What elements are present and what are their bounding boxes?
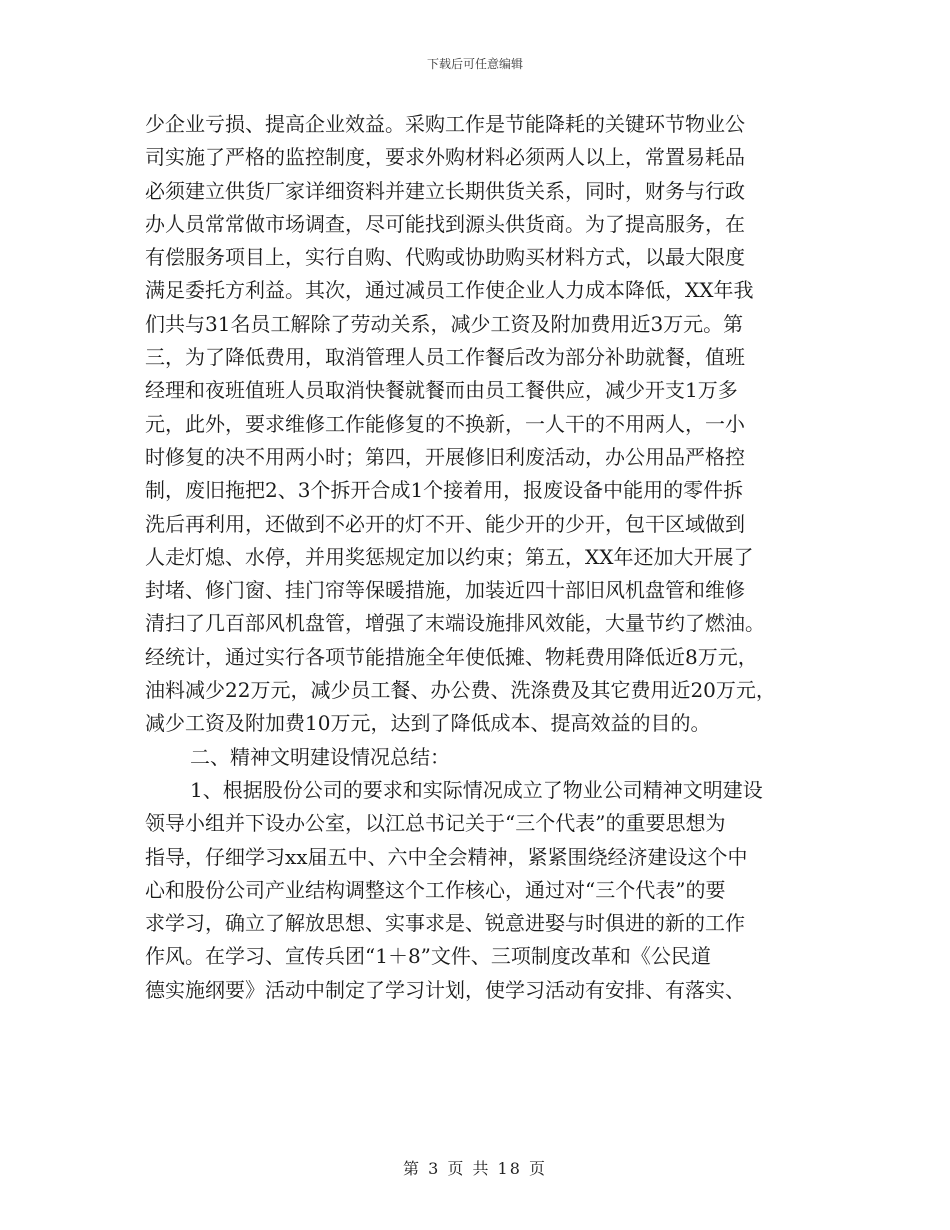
text-line: 经理和夜班值班人员取消快餐就餐而由员工餐供应，减少开支1万多 [145,378,738,403]
text-line: 们共与31名员工解除了劳动关系，减少工资及附加费用近3万元。第 [145,311,744,336]
text-line: 有偿服务项目上，实行自购、代购或协助购买材料方式，以最大限度 [145,245,745,270]
text-line: 司实施了严格的监控制度，要求外购材料必须两人以上，常置易耗品 [145,145,745,170]
text-line: 办人员常常做市场调查，尽可能找到源头供货商。为了提高服务，在 [145,211,745,236]
text-line: 作风。在学习、宣传兵团“1＋8”文件、三项制度改革和《公民道 [145,944,711,969]
text-line: 时修复的决不用两小时；第四，开展修旧利废活动，办公用品严格控 [145,444,745,469]
text-line: 求学习，确立了解放思想、实事求是、锐意进娶与时俱进的新的工作 [145,911,745,936]
text-line: 指导，仔细学习xx届五中、六中全会精神，紧紧围绕经济建设这个中 [145,844,748,869]
text-line: 封堵、修门窗、挂门帘等保暖措施，加装近四十部旧风机盘管和维修 [145,578,745,603]
text-line: 洗后再利用，还做到不必开的灯不开、能少开的少开，包干区域做到 [145,511,745,536]
text-line: 少企业亏损、提高企业效益。采购工作是节能降耗的关键环节物业公 [145,112,745,136]
text-line: 人走灯熄、水停，并用奖惩规定加以约束；第五，XX年还加大开展了 [145,544,754,569]
text-line: 满足委托方利益。其次，通过减员工作使企业人力成本降低，XX年我 [145,278,754,303]
text-line: 油料减少22万元，减少员工餐、办公费、洗涤费及其它费用近20万元， [145,678,776,703]
page-number: 第 3 页 共 18 页 [403,1159,547,1178]
page-header: 下载后可任意编辑 [426,57,523,71]
document-body [145,108,835,1007]
text-line: 德实施纲要》活动中制定了学习计划，使学习活动有安排、有落实、 [145,977,745,1002]
text-line: 元，此外，要求维修工作能修复的不换新，一人干的不用两人，一小 [145,411,745,436]
text-line: 制，废旧拖把2、3个拆开合成1个接着用，报废设备中能用的零件拆 [145,478,744,503]
text-line: 1、根据股份公司的要求和实际情况成立了物业公司精神文明建设 [190,777,763,802]
text-line: 清扫了几百部风机盘管，增强了末端设施排风效能，大量节约了燃油。 [145,611,765,636]
text-line: 领导小组并下设办公室，以江总书记关于“三个代表”的重要思想为 [145,811,726,836]
section-heading: 二、精神文明建设情况总结： [190,744,450,769]
text-line: 心和股份公司产业结构调整这个工作核心，通过对“三个代表”的要 [145,877,726,902]
text-line: 必须建立供货厂家详细资料并建立长期供货关系，同时，财务与行政 [145,178,745,203]
text-line: 减少工资及附加费10万元，达到了降低成本、提高效益的目的。 [145,711,711,736]
text-line: 经统计，通过实行各项节能措施全年使低摊、物耗费用降低近8万元， [145,644,758,669]
text-line: 三，为了降低费用，取消管理人员工作餐后改为部分补助就餐，值班 [145,345,745,370]
